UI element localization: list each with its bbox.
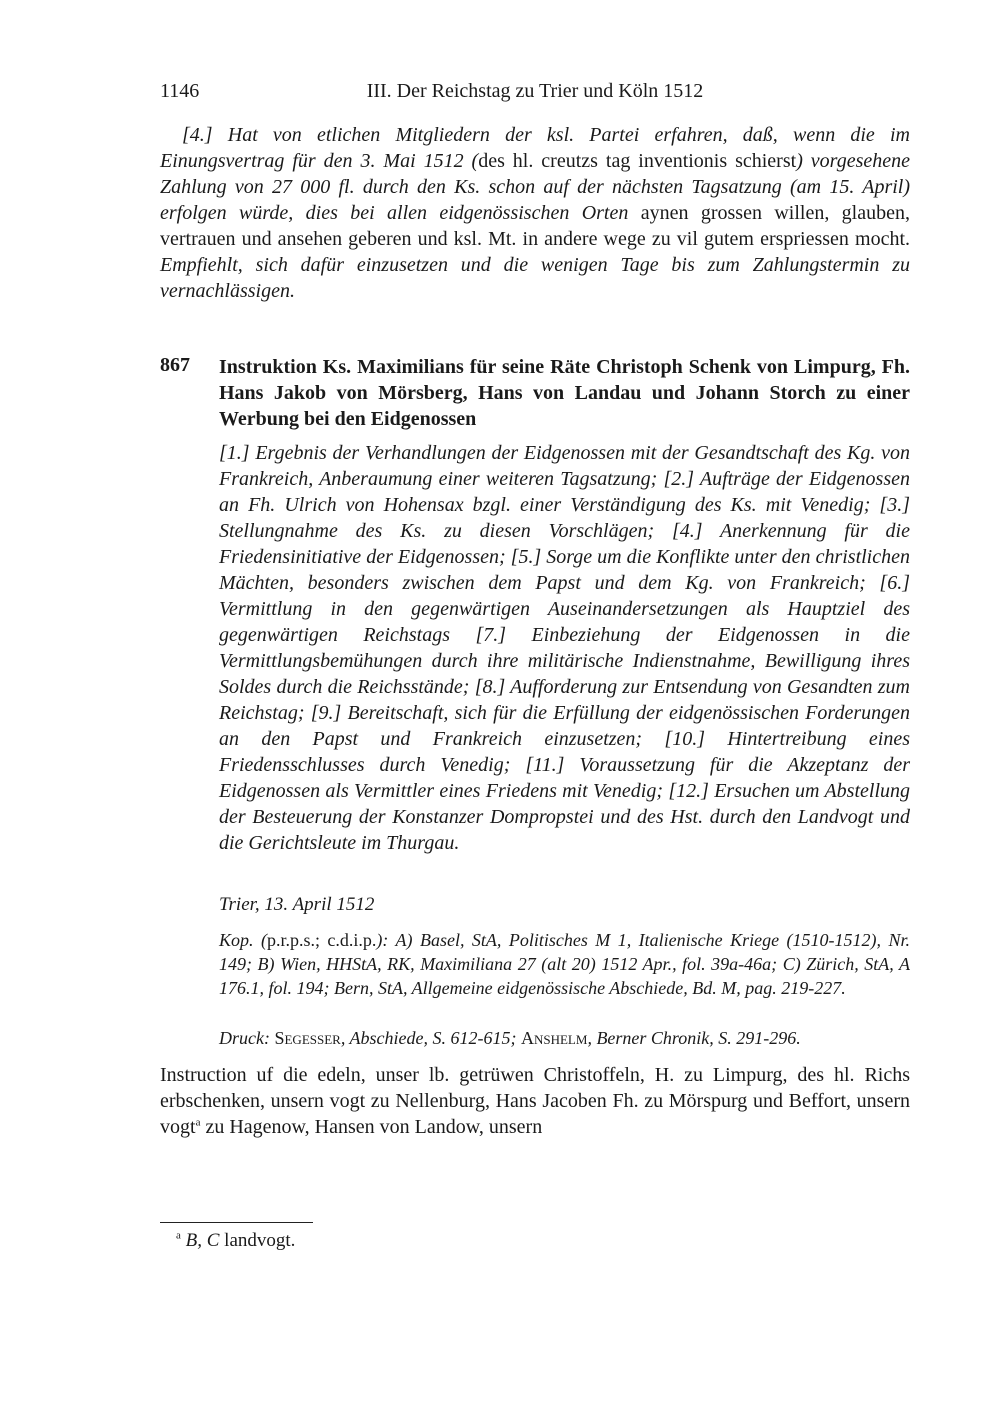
text-segment: zu Hagenow, Hansen von Landow, unsern [200,1116,543,1138]
footnote-text: landvogt. [219,1230,296,1251]
footnote-divider [160,1222,313,1223]
text-segment: , Berner Chronik, S. 291-296. [587,1028,801,1048]
text-segment: [4.] Hat von etlichen Mitgliedern der ksl. Partei erfahren, daß, wenn die im Einungsvertrag für den 3. Mai 1512 ( [160,124,910,172]
document-title: Instruktion Ks. Maximilians für seine Räte Christoph Schenk von Limpurg, Fh. Hans Jakob von Mörsberg, Hans von Landau und Johann Storch zu einer Werbung bei den Eidgenossen [219,356,910,430]
text-segment: ) vorgesehene Zahlung von 27 000 fl. durch den Ks. schon auf der nächsten Tagsatzung (am 15. April) erfolgen würde, dies bei allen eidgenössischen Orten [160,150,911,224]
text-segment: Druck: [219,1028,275,1048]
intro-paragraph [160,122,910,304]
page-number: 1146 [160,80,200,102]
text-segment: Anshelm [520,1028,588,1048]
text-segment: ): A) Basel, StA, Politisches M 1, Italienische Kriege (1510-1512), Nr. 149; B) Wien, HHStA, RK, Maximiliana 27 (alt 20) 1512 Apr., fol. 39a-46a; C) Zürich, StA, A 176.1, fol. 194; Bern, StA, Allgemeine eidgenössische Abschiede, Bd. M, pag. 219-227. [219,930,910,998]
text-segment: aynen grossen willen, glauben, vertrauen und ansehen geberen und ksl. Mt. in andere wege zu vil gutem erspriessen mocht. [160,202,910,250]
document-number: 867 [160,354,190,376]
footnote [176,1230,295,1252]
document-summary: [1.] Ergebnis der Verhandlungen der Eidgenossen mit der Gesandtschaft des Kg. von Frankreich, Anberaumung einer weiteren Tagsatzung; [2.] Aufträge der Eidgenossen an Fh. Ulrich von Hohensax bzgl. einer Verständigung des Ks. mit Venedig; [3.] Stellungnahme des Ks. zu diesen Vorschlägen; [4.] Anerkennung für die Friedensinitiative der Eidgenossen; [5.] Sorge um die Konflikte unter den christlichen Mächten, besonders zwischen dem Papst und dem Kg. von Frankreich; [6.] Vermittlung in den gegenwärtigen Auseinandersetzungen als Hauptziel des gegenwärtigen Reichstags [7.] Einbeziehung der Eidgenossen in die Vermittlungsbemühungen durch ihre militärische Indienstnahme, Bewilligung ihres Soldes durch die Reichsstände; [8.] Aufforderung zur Entsendung von Gesandten zum Reichstag; [9.] Bereitschaft, sich für die Erfüllung der eidgenössischen Forderungen an den Papst und Frankreich einzusetzen; [10.] Hintertreibung eines Friedensschlusses durch Venedig; [11.] Voraussetzung für die Akzeptanz der Eidgenossen als Vermittler eines Friedens mit Venedig; [12.] Ersuchen um Abstellung der Besteuerung der Konstanzer Dompropstei und des Hst. durch den Landvogt und die Gerichtsleute im Thurgau. [219,442,910,854]
copies-note [219,928,910,1000]
footnote-reference: a [195,1116,201,1129]
footnote-marker: a [176,1229,181,1242]
place-date: Trier, 13. April 1512 [219,894,375,915]
footnote-sigla: B, C [185,1230,220,1251]
text-segment: Segesser [274,1028,341,1048]
text-segment: Kop. ( [219,930,267,950]
body-paragraph [160,1062,910,1140]
text-segment: , Abschiede, S. 612-615; [340,1028,521,1048]
print-note [219,1026,910,1050]
running-head: III. Der Reichstag zu Trier und Köln 1512 [366,80,704,102]
text-segment: Empfiehlt, sich dafür einzusetzen und die wenigen Tage bis zum Zahlungstermin zu vernachlässigen. [160,254,910,302]
text-segment: p.r.p.s.; c.d.i.p. [266,930,377,950]
text-segment: Instruction uf die edeln, unser lb. getrüwen Christoffeln, H. zu Limpurg, des hl. Richs erbschenken, unsern vogt zu Nellenburg, Hans Jacoben Fh. zu Mörspurg und Beffort, unsern vogt [160,1064,910,1138]
text-segment: des hl. creutzs tag inventionis schierst [478,150,797,172]
